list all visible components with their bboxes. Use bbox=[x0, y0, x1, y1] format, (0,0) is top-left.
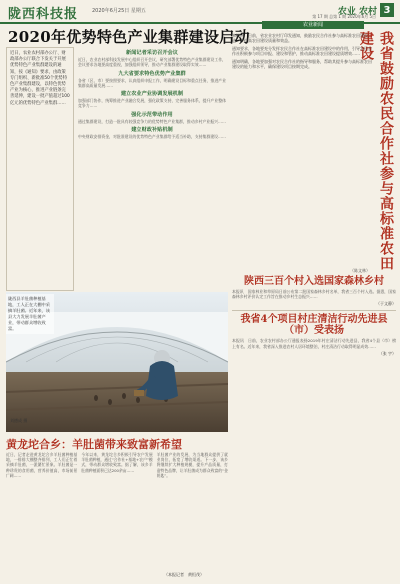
news-text: 本报讯 日前，农业农村部办公厅通报表扬2019年村庄清洁行动先进县，我省4个县（市）榜上有名。近年来，我省深入推进农村人居环境整治，村庄清洁行动取得明显成效…… bbox=[232, 338, 396, 349]
text-column: 今年以来，黄龙坨合乡积极引导农户发展羊肚菌种植，通过“合作社+基地+农户”模式，带动群众增收致富。据了解，该乡羊肚菌种植面积已达200余亩…… bbox=[81, 452, 153, 473]
panel-tag: 农业新闻 bbox=[262, 21, 364, 29]
section-text: 中央财政安排资金，对批准建设的优势特色产业集群给予适当补助，支持集群建设…… bbox=[78, 134, 226, 140]
right-article bbox=[232, 33, 372, 271]
section-title: 建立农业产业协调发展机制 bbox=[120, 91, 184, 98]
section-text: 近日，农业农村部科技发展中心组织召开会议，研究部署优势特色产业集群建设工作，会议要求各地要高度重视，加强组织领导，推动产业集群建设取得实效…… bbox=[78, 57, 226, 68]
section-text: 加强部门协作，统筹推进产业融合发展，强化政策支持，完善服务体系，提升产业整体竞争力…… bbox=[78, 98, 226, 109]
main-article bbox=[78, 47, 226, 291]
photo-caption: 陇西县羊肚菌种植基地，工人正在大棚中采摘羊肚菌。近年来，该县大力发展羊肚菌产业，带动群众增收致富。 bbox=[6, 294, 54, 334]
section-title: 建立财政补贴机制 bbox=[131, 127, 173, 134]
bottom-byline: （本报记者 黄恒茂） bbox=[164, 572, 204, 577]
section-title: 强化示范带动作用 bbox=[131, 111, 173, 118]
photo-credit: 刘德成 摄 bbox=[10, 418, 28, 423]
text-column: 近日，记者走进黄龙坨合乡羊肚菌种植基地，一排排大棚整齐排列，工人们正忙着采摘羊肚菌，一派繁忙景象。羊肚菌是一种珍贵的食用菌，营养价值高，市场前景广阔…… bbox=[6, 452, 78, 478]
right-panel bbox=[232, 21, 396, 273]
issue-date: 2020年6月25日 星期五 bbox=[92, 8, 146, 14]
section-label: 农业 农村 bbox=[337, 6, 377, 17]
paragraph: 通知明确，各地要加强对农民合作社的指导和服务，帮助其提升参与高标准农田建设的能力和水平，确保建设项目按期完成。 bbox=[232, 58, 372, 70]
text-column: 羊肚菌产业的发展，为当地群众提供了就业岗位，拓宽了增收渠道。下一步，该乡将继续扩大种植规模，提升产品质量，打造特色品牌，让羊肚菌成为群众致富的“金钥匙”。 bbox=[156, 452, 228, 478]
section-title: 九大省要求特色优势产业集群 bbox=[118, 70, 186, 77]
right-news-column bbox=[232, 276, 396, 580]
byline: （陈文林） bbox=[350, 268, 370, 273]
main-headline: 2020年优势特色产业集群建设启动 bbox=[8, 28, 250, 46]
vertical-headline: 我省鼓励农民合作社参与高标准农田建设 bbox=[358, 31, 394, 271]
issue-sub: 第 17 期 总第 1 期 2020年6月 5日 bbox=[312, 14, 376, 19]
news-title: 我省4个项目村庄清洁行动先进县（市）受表扬 bbox=[240, 314, 388, 337]
news-byline: （于文静） bbox=[376, 301, 396, 307]
news-title: 陕西三百个村入选国家森林乡村 bbox=[244, 276, 384, 287]
lead-box bbox=[6, 47, 74, 291]
news-text: 本报讯 国家林业和草原局日前公布第二批国家森林乡村名单，我省三百个村入选。据悉，国家森林乡村评价认定工作旨在推动乡村生态振兴…… bbox=[232, 289, 396, 300]
bottom-headline: 黄龙坨合乡：羊肚菌带来致富新希望 bbox=[6, 438, 182, 451]
news-byline: （张 宇） bbox=[378, 350, 396, 356]
paragraph: 通知要求，各地要充分发挥农民合作社在高标准农田建设中的作用，引导农民合作社积极参与项目申报、建设和管护，推动高标准农田建设提质增效…… bbox=[232, 45, 372, 57]
section-text: 通过集群建设，打造一批具有较强竞争力的优势特色产业集群，推动乡村产业振兴…… bbox=[78, 118, 226, 124]
paragraph: 本报讯 日前，省农业农村厅印发通知，鼓励农民合作社参与高标准农田建设，进一步提高农田建设质量和效益。 bbox=[232, 33, 372, 44]
divider bbox=[232, 310, 396, 311]
section-text: 各省（区、市）要按照要求，认真组织申报工作，明确建设目标和重点任务，推进产业集群高质量发展…… bbox=[78, 77, 226, 88]
page-number: 3 bbox=[380, 3, 394, 17]
bottom-article bbox=[6, 452, 228, 572]
newspaper-logo: 陇西科技报 bbox=[8, 7, 79, 22]
lead-text: 近日，农业农村部办公厅、财政部办公厅联合下发关于开展优势特色产业集群建设的通知，按《通知》要求，由政策专门组织、新批准50个优势特色产业集群建设，以特色优势产业为核心，推进产业链条完善延伸，建设一批产值超过100亿元的优势特色产业集群…… bbox=[10, 51, 70, 106]
section-title: 新闻记者采访召开会议 bbox=[126, 50, 178, 56]
